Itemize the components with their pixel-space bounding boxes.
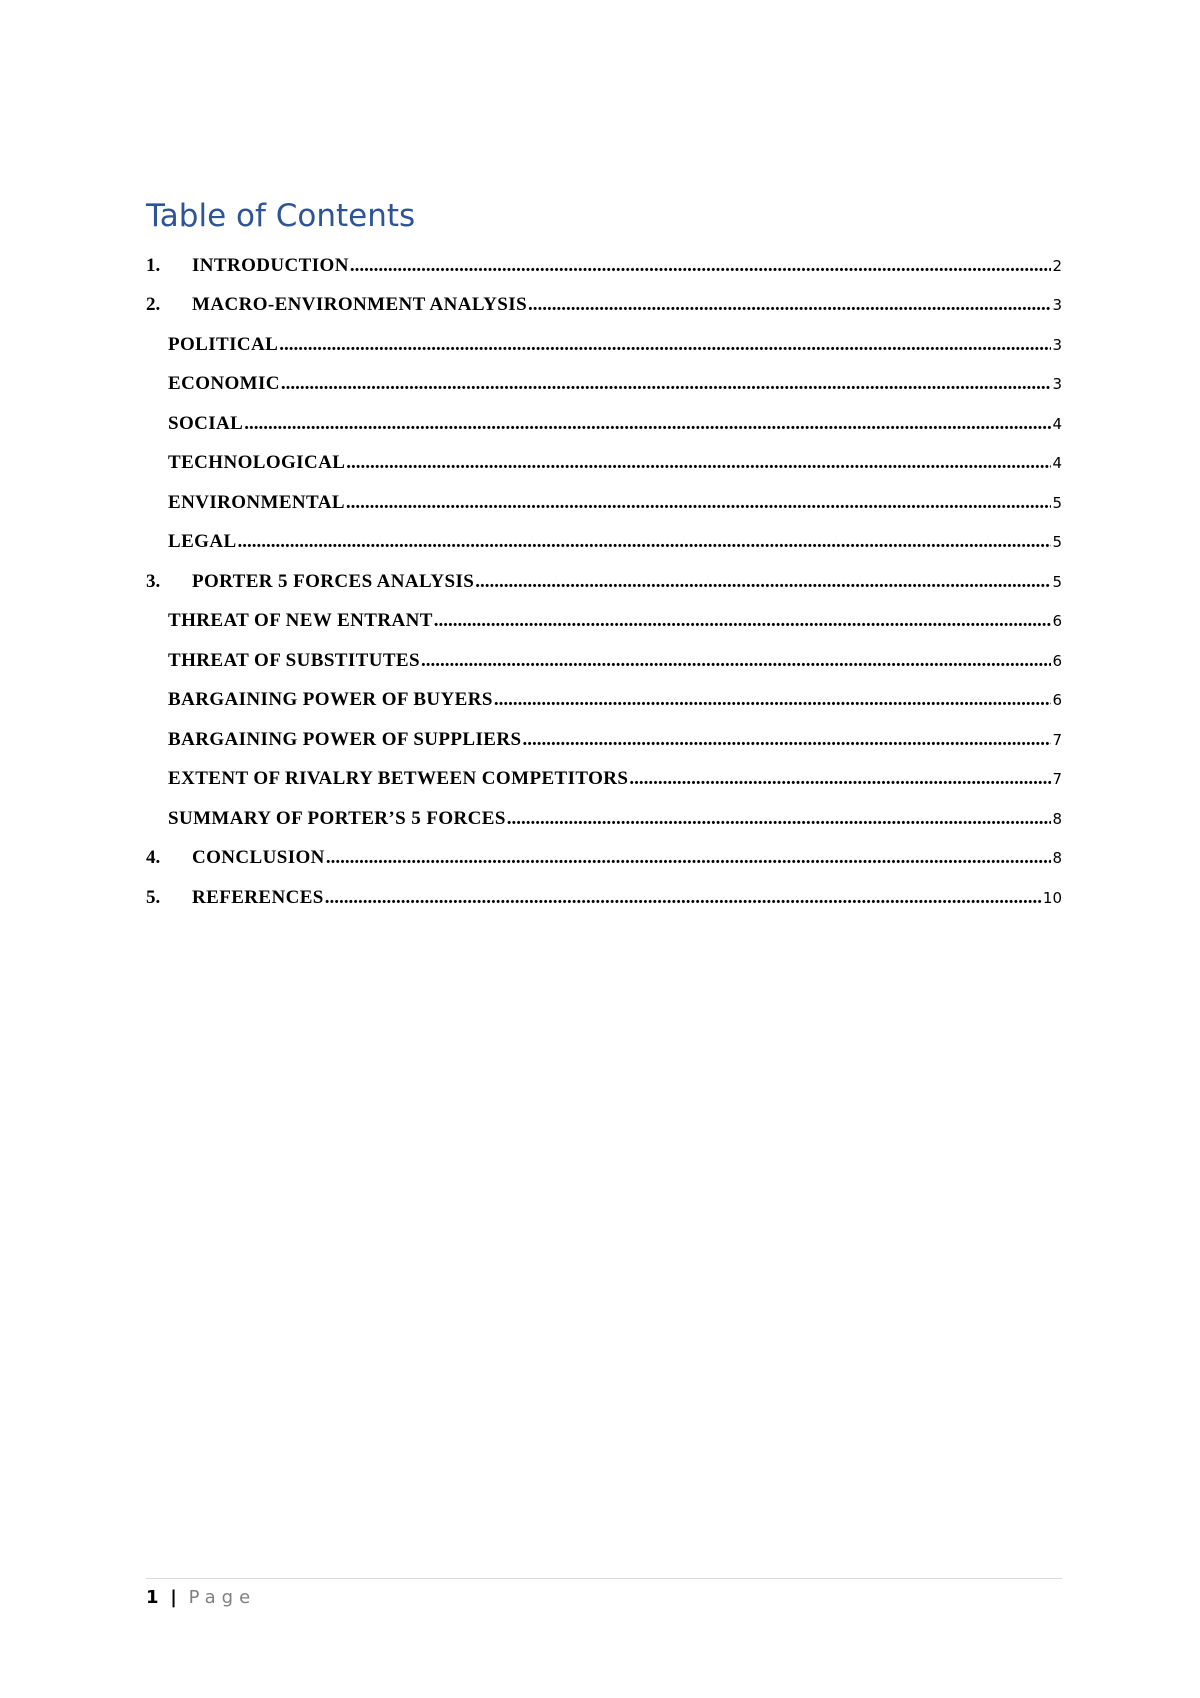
- toc-dot-leader: [421, 648, 1051, 674]
- toc-dot-leader: [281, 371, 1052, 397]
- toc-entry[interactable]: [146, 318, 1062, 358]
- toc-entry-page[interactable]: 5: [1052, 533, 1062, 551]
- toc-entry-label[interactable]: THREAT OF SUBSTITUTES: [168, 649, 420, 671]
- toc-dot-leader: [346, 450, 1051, 476]
- toc-entry[interactable]: [146, 792, 1062, 832]
- toc-entry[interactable]: [146, 239, 1062, 279]
- toc-dot-leader: [325, 885, 1042, 911]
- toc-entry-page[interactable]: 6: [1052, 691, 1062, 709]
- toc-dot-leader: [350, 253, 1052, 279]
- toc-entry-page[interactable]: 4: [1052, 454, 1062, 472]
- toc-entry[interactable]: [146, 595, 1062, 635]
- toc-entry-page[interactable]: 10: [1042, 888, 1062, 907]
- footer-page-number: 1: [146, 1587, 159, 1608]
- toc-entry-label[interactable]: LEGAL: [168, 531, 237, 552]
- toc-entry-page[interactable]: 3: [1052, 296, 1062, 314]
- toc-entry-label[interactable]: MACRO-ENVIRONMENT ANALYSIS: [192, 294, 528, 315]
- toc-dot-leader: [528, 292, 1051, 318]
- toc-entry-label[interactable]: INTRODUCTION: [192, 254, 349, 276]
- page-footer: [146, 1586, 256, 1610]
- toc-entry-label[interactable]: REFERENCES: [192, 886, 324, 908]
- toc-dot-leader: [494, 687, 1052, 713]
- toc-entry[interactable]: [146, 358, 1062, 398]
- toc-entry-label[interactable]: BARGAINING POWER OF BUYERS: [168, 689, 493, 710]
- toc-entry-label[interactable]: TECHNOLOGICAL: [168, 452, 346, 473]
- toc-dot-leader: [522, 727, 1051, 753]
- toc-entry-page[interactable]: 8: [1052, 809, 1062, 828]
- toc-entry-label[interactable]: CONCLUSION: [192, 847, 325, 868]
- toc-dot-leader: [475, 569, 1051, 595]
- toc-entry-label[interactable]: SUMMARY OF PORTER’S 5 FORCES: [168, 807, 506, 829]
- toc-entry[interactable]: [146, 555, 1062, 595]
- toc-dot-leader: [346, 490, 1052, 516]
- toc-entry-page[interactable]: 8: [1052, 849, 1062, 867]
- toc-entry[interactable]: [146, 634, 1062, 674]
- toc-entry-number: 4.: [146, 847, 161, 868]
- toc-entry-label[interactable]: POLITICAL: [168, 333, 279, 355]
- toc-entry-number: 1.: [146, 254, 161, 276]
- toc-entry-page[interactable]: 7: [1052, 730, 1062, 749]
- toc-entry[interactable]: [146, 753, 1062, 793]
- toc-entry-number: 5.: [146, 886, 161, 908]
- toc-entry-page[interactable]: 6: [1052, 612, 1062, 630]
- toc-dot-leader: [434, 608, 1052, 634]
- toc-entry-number: 3.: [146, 570, 161, 592]
- toc-entry-page[interactable]: 4: [1052, 414, 1062, 433]
- toc-dot-leader: [244, 411, 1051, 437]
- toc-dot-leader: [507, 806, 1052, 832]
- toc-entry-label[interactable]: SOCIAL: [168, 412, 244, 434]
- toc-entry[interactable]: [146, 713, 1062, 753]
- table-of-contents: [146, 239, 1062, 911]
- toc-dot-leader: [279, 332, 1051, 358]
- toc-entry-page[interactable]: 2: [1052, 256, 1062, 275]
- toc-entry-label[interactable]: ENVIRONMENTAL: [168, 491, 345, 513]
- toc-entry-label[interactable]: PORTER 5 FORCES ANALYSIS: [192, 570, 475, 592]
- toc-entry-label[interactable]: BARGAINING POWER OF SUPPLIERS: [168, 728, 522, 750]
- toc-entry-label[interactable]: THREAT OF NEW ENTRANT: [168, 610, 433, 631]
- toc-entry[interactable]: [146, 437, 1062, 477]
- toc-entry-label[interactable]: EXTENT OF RIVALRY BETWEEN COMPETITORS: [168, 768, 629, 789]
- toc-entry-page[interactable]: 5: [1052, 572, 1062, 591]
- toc-dot-leader: [326, 845, 1052, 871]
- toc-entry-page[interactable]: 7: [1052, 770, 1062, 788]
- toc-dot-leader: [238, 529, 1052, 555]
- footer-separator: |: [170, 1587, 177, 1608]
- toc-dot-leader: [629, 766, 1051, 792]
- toc-entry[interactable]: [146, 674, 1062, 714]
- toc-entry[interactable]: [146, 279, 1062, 319]
- toc-entry[interactable]: [146, 832, 1062, 872]
- toc-entry-page[interactable]: 3: [1052, 375, 1062, 393]
- toc-entry-label[interactable]: ECONOMIC: [168, 373, 280, 394]
- toc-entry[interactable]: [146, 397, 1062, 437]
- toc-title: Table of Contents: [146, 198, 416, 234]
- toc-entry-page[interactable]: 6: [1052, 651, 1062, 670]
- toc-entry[interactable]: [146, 871, 1062, 911]
- footer-divider: [146, 1578, 1062, 1579]
- footer-page-label: Page: [188, 1587, 257, 1608]
- toc-entry-page[interactable]: 5: [1052, 493, 1062, 512]
- toc-entry-number: 2.: [146, 294, 161, 315]
- toc-entry[interactable]: [146, 516, 1062, 556]
- toc-entry-page[interactable]: 3: [1052, 335, 1062, 354]
- toc-entry[interactable]: [146, 476, 1062, 516]
